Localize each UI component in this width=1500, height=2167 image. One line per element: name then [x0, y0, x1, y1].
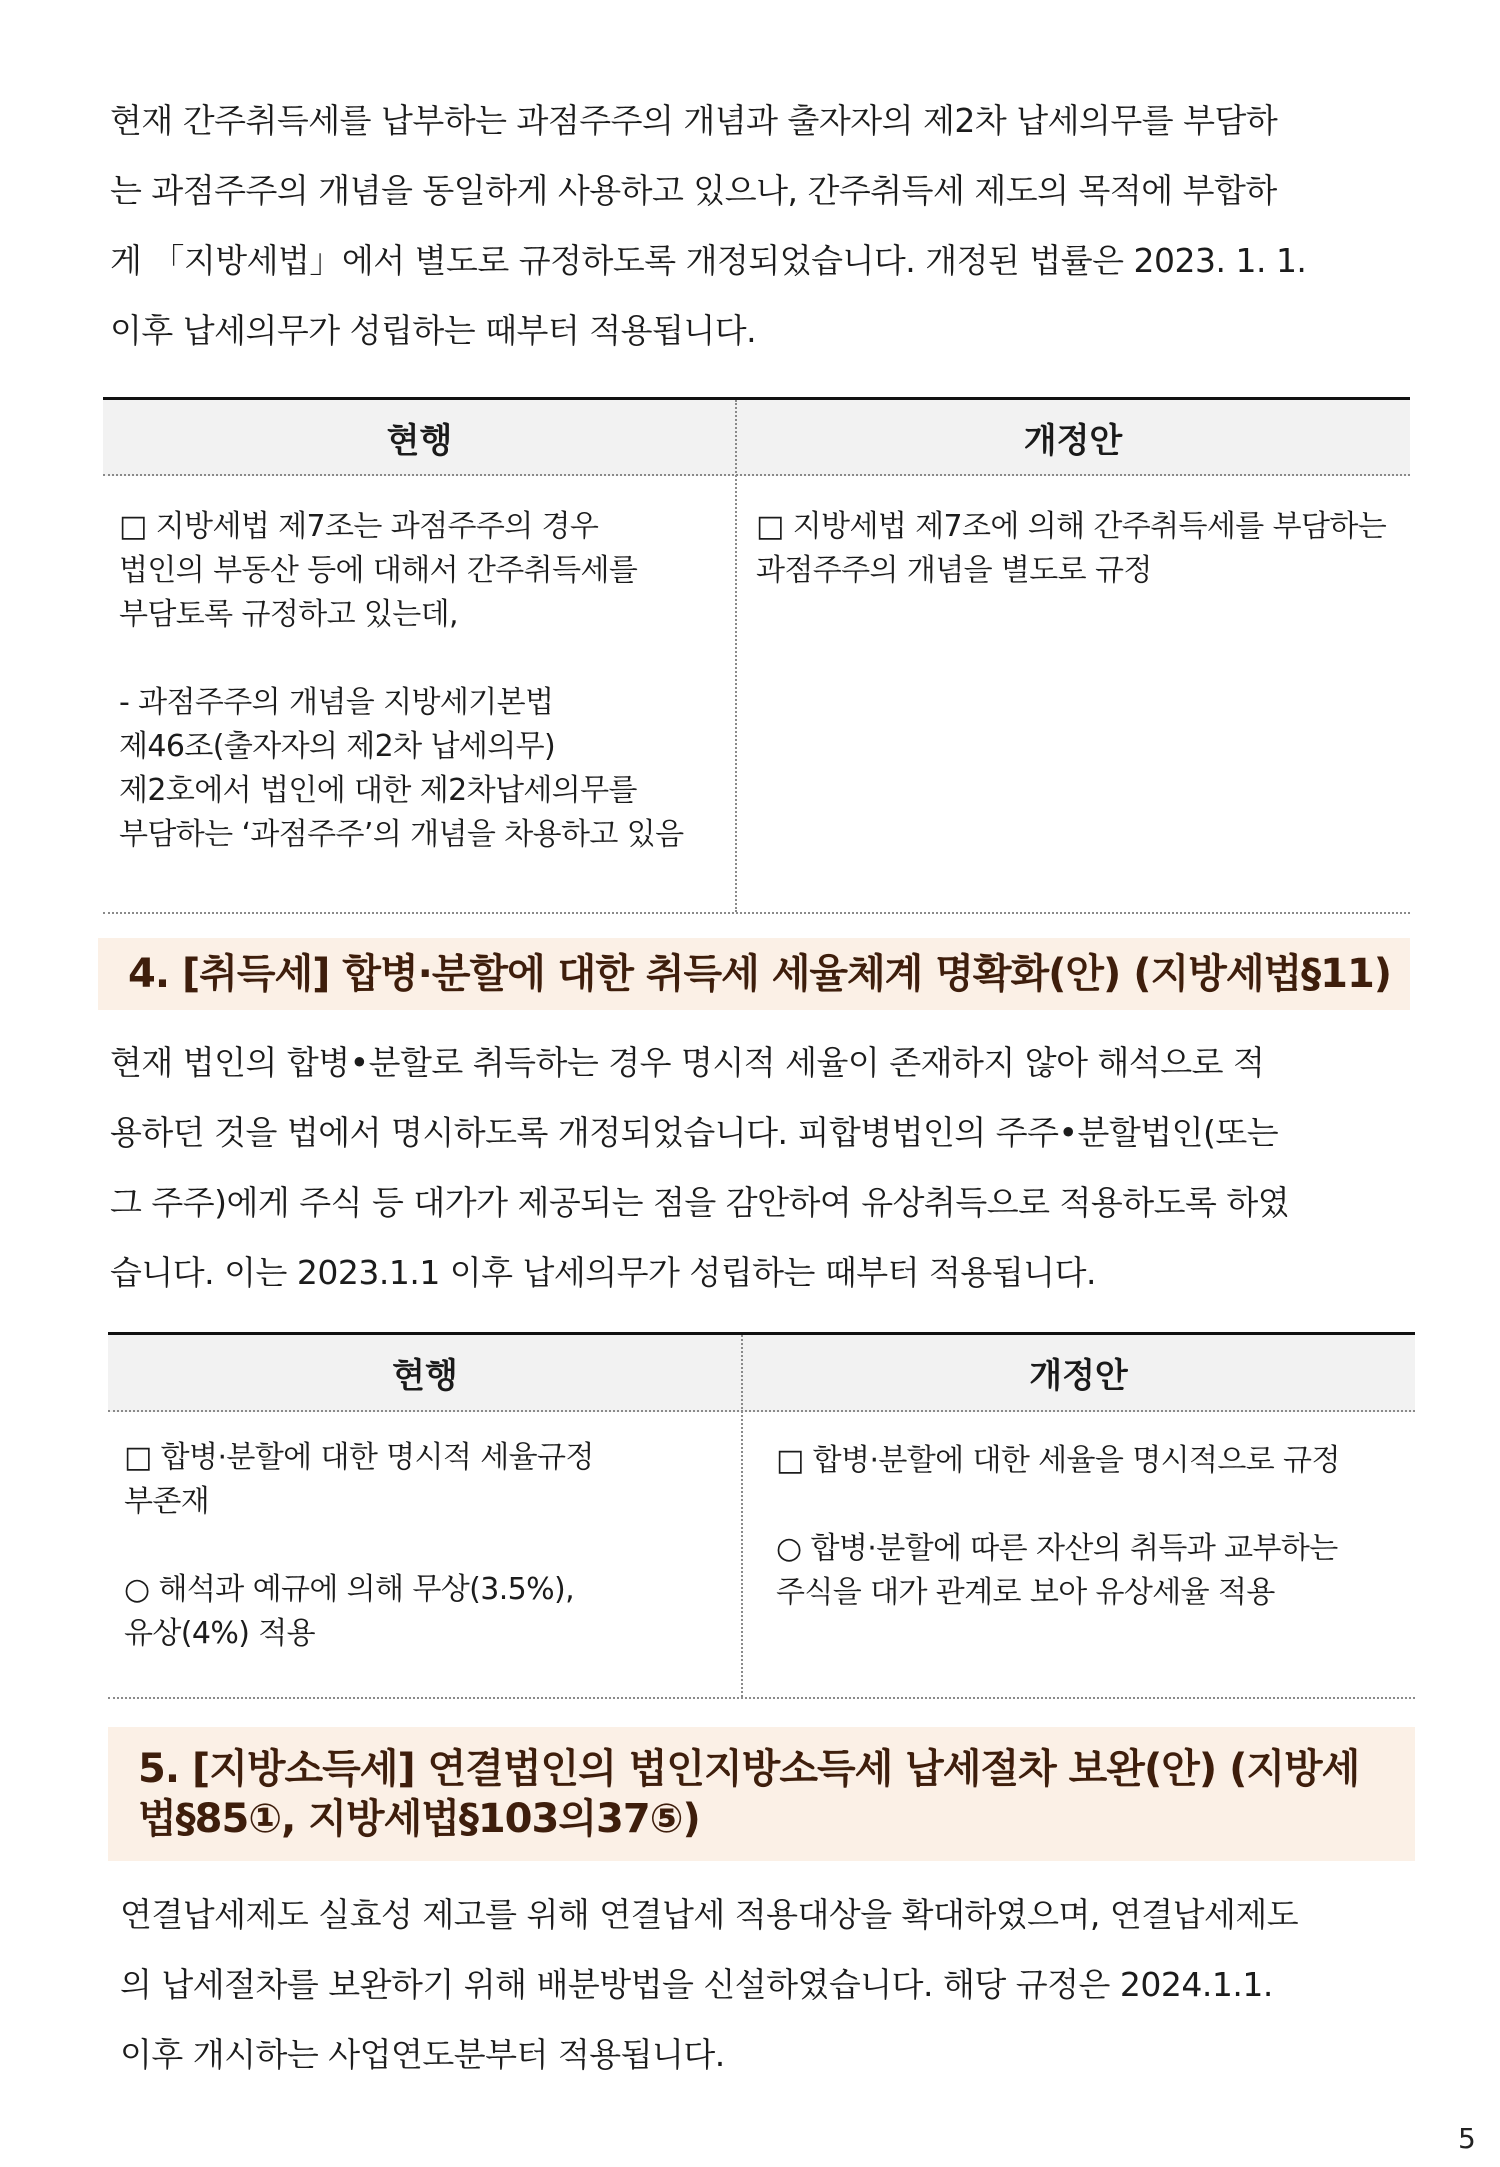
intro-paragraph: [110, 86, 1400, 366]
text-line: □ 합병·분할에 대한 세율을 명시적으로 규정: [776, 1443, 1340, 1478]
header-revised: 개정안: [1023, 420, 1123, 461]
header-revised: 개정안: [1029, 1356, 1128, 1396]
text-line: 법§85①, 지방세법§103의37⑤): [138, 1796, 700, 1842]
revised-rule-text: [776, 1439, 1340, 1615]
current-rule-text: [124, 1436, 594, 1656]
header-current: 현행: [386, 420, 453, 461]
section-4-heading: [98, 938, 1410, 1010]
text-line: 현재 법인의 합병•분할로 취득하는 경우 명시적 세율이 존재하지 않아 해석으로 적: [110, 1043, 1265, 1082]
text-line: 의 납세절차를 보완하기 위해 배분방법을 신설하였습니다. 해당 규정은 2024.1.1.: [120, 1965, 1273, 2004]
text-line: 그 주주)에게 주식 등 대가가 제공되는 점을 감안하여 유상취득으로 적용하도록 하였: [110, 1183, 1290, 1222]
table-header: [108, 1335, 1415, 1412]
section-4-paragraph: [110, 1028, 1400, 1308]
text-line: 부존재: [124, 1484, 210, 1519]
column-divider: [741, 1335, 743, 1697]
text-line: 4. [취득세] 합병·분할에 대한 취득세 세율체계 명확화(안) (지방세법§11): [128, 951, 1392, 997]
text-line: [124, 1524, 594, 1568]
section-5-paragraph: [120, 1880, 1410, 2090]
text-line: 부담토록 규정하고 있는데,: [119, 597, 458, 632]
text-line: 유상(4%) 적용: [124, 1616, 316, 1651]
section-5-heading: [108, 1727, 1415, 1861]
text-line: 제46조(출자자의 제2차 납세의무): [119, 729, 556, 764]
column-divider: [735, 400, 737, 912]
text-line: ○ 합병·분할에 따른 자산의 취득과 교부하는: [776, 1531, 1338, 1566]
text-line: 는 과점주주의 개념을 동일하게 사용하고 있으나, 간주취득세 제도의 목적에 부합하: [110, 171, 1277, 210]
text-line: 게 「지방세법」에서 별도로 규정하도록 개정되었습니다. 개정된 법률은 2023. 1. 1.: [110, 241, 1307, 280]
text-line: 연결납세제도 실효성 제고를 위해 연결납세 적용대상을 확대하였으며, 연결납세제도: [120, 1895, 1299, 1934]
text-line: [776, 1483, 1340, 1527]
revised-rule-text: [756, 505, 1386, 593]
text-line: ○ 해석과 예규에 의해 무상(3.5%),: [124, 1572, 575, 1607]
table-header: [103, 400, 1410, 476]
text-line: □ 합병·분할에 대한 명시적 세율규정: [124, 1440, 594, 1475]
text-line: □ 지방세법 제7조에 의해 간주취득세를 부담하는: [756, 509, 1387, 544]
text-line: 과점주주의 개념을 별도로 규정: [756, 553, 1152, 588]
text-line: □ 지방세법 제7조는 과점주주의 경우: [119, 509, 599, 544]
text-line: 이후 납세의무가 성립하는 때부터 적용됩니다.: [110, 311, 757, 350]
comparison-table-1: [103, 397, 1410, 914]
text-line: 주식을 대가 관계로 보아 유상세율 적용: [776, 1575, 1275, 1610]
text-line: 용하던 것을 법에서 명시하도록 개정되었습니다. 피합병법인의 주주•분할법인(또는: [110, 1113, 1279, 1152]
text-line: 법인의 부동산 등에 대해서 간주취득세를: [119, 553, 638, 588]
text-line: [119, 637, 683, 681]
text-line: 습니다. 이는 2023.1.1 이후 납세의무가 성립하는 때부터 적용됩니다.: [110, 1253, 1096, 1292]
text-line: - 과점주주의 개념을 지방세기본법: [119, 685, 554, 720]
header-current: 현행: [392, 1356, 458, 1396]
current-rule-text: [119, 505, 683, 857]
comparison-table-2: [108, 1332, 1415, 1699]
text-line: 제2호에서 법인에 대한 제2차납세의무를: [119, 773, 637, 808]
text-line: 이후 개시하는 사업연도분부터 적용됩니다.: [120, 2035, 725, 2074]
text-line: 현재 간주취득세를 납부하는 과점주주의 개념과 출자자의 제2차 납세의무를 부담하: [110, 101, 1278, 140]
text-line: 5. [지방소득세] 연결법인의 법인지방소득세 납세절차 보완(안) (지방세: [138, 1746, 1360, 1792]
page-number: 5: [1458, 2122, 1476, 2155]
text-line: 부담하는 ‘과점주주’의 개념을 차용하고 있음: [119, 817, 684, 852]
